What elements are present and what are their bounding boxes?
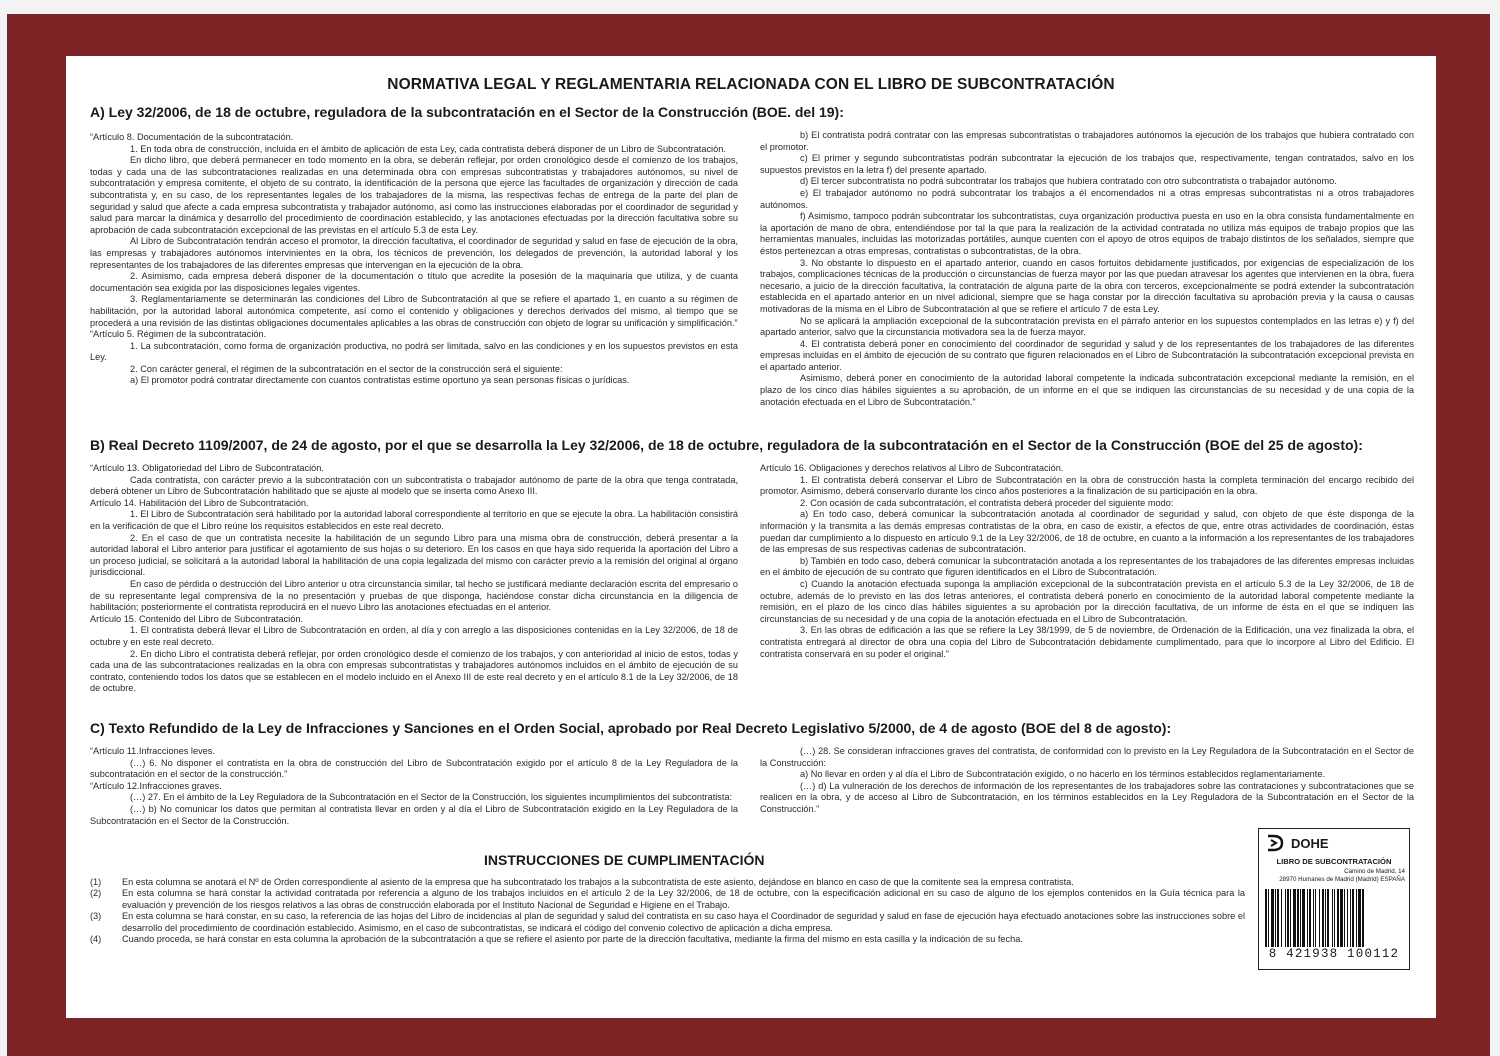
barcode-bar [1319,889,1320,947]
instruction-text: Cuando proceda, se hará constar en esta columna la aprobación de la subcontratación a que se refiere el asiento por parte de la dirección facultativa, mediante la firma del mismo en esta casilla y la indicación de su fecha. [122,934,1023,945]
paragraph: “Artículo 5. Régimen de la subcontratación. [90,329,267,340]
section-a-right-column [760,130,1414,430]
barcode-bar [1325,889,1326,947]
instruction-text: En esta columna se hará constar, en su caso, la referencia de las hojas del Libro de incidencias al plan de seguridad y salud del contratista en su caso haya el Coordinador de seguridad y salud en fase de ejecución haya efectuado anotaciones sobre las instrucciones sobre el desarrollo del procedimiento de coordinación establecido. Asimismo, en el caso de subcontratistas, se indicará el código del convenio colectivo de aplicación a dicha empresa. [122,911,1245,933]
paragraph: (…) 28. Se consideran infracciones graves del contratista, de conformidad con lo previsto en la Ley Reguladora de la Subcontratación en el Sector de la Construcción: [760,746,1414,768]
section-c-right-column [760,746,1414,826]
product-name: LIBRO DE SUBCONTRATACIÓN [1276,857,1392,866]
barcode-bar [1344,889,1345,947]
paragraph: a) El promotor podrá contratar directamente con cuantos contratistas estime oportuno ya sean personas físicas o jurídicas. [130,375,630,386]
paragraph: e) El trabajador autónomo no podrá subcontratar los trabajos a él encomendados ni a otras empresas subcontratistas ni a otros trabajadores autónomos. [760,187,1414,210]
dohe-logo-icon [1265,833,1287,853]
barcode-bar [1350,889,1351,947]
instruction-number: (4) [90,934,102,945]
barcode-bar [1287,889,1289,947]
paragraph: a) En todo caso, deberá comunicar la subcontratación anotada al coordinador de seguridad y salud, con objeto de que éste disponga de la información y la transmita a las demás empresas contratistas de la obra, en caso de existir, a efectos de que, entre otras actividades de coordinación, éstas puedan dar cumplimiento a lo dispuesto en artículo 9.1 de la Ley 32/2006, de 18 de octubre, en cuanto a la información a los representantes de los trabajadores de las empresas de sus respectivas cadenas de subcontratación. [760,509,1414,555]
barcode-bar [1334,889,1335,947]
barcode-bar [1327,889,1329,947]
paragraph: (…) b) No comunicar los datos que permitan al contratista llevar en orden y al día el Libro de Subcontratación exigido en la Ley Reguladora de la Subcontratación en el Sector de la Construcción. [90,803,738,826]
barcode-bar [1265,889,1267,947]
paragraph: 1. El contratista deberá llevar el Libro de Subcontratación en orden, al día y con arreglo a las disposiciones contenidas en la Ley 32/2006, de 18 de octubre y en este real decreto. [90,625,738,647]
barcode-bar [1293,889,1296,947]
barcode [1263,889,1405,947]
paragraph: 2. En dicho Libro el contratista deberá reflejar, por orden cronológico desde el comienzo de los trabajos, y con anterioridad al inicio de estos, todas y cada una de las subcontrataciones realizadas en la obra con empresas subcontratistas y trabajadores autónomos incluidos en el ámbito de ejecución de su contrato, conteniendo todos los datos que se establecen en el modelo incluido en el Anexo III de este real decreto y en el artículo 8.1 de la Ley 32/2006, de 18 de octubre. [90,648,738,694]
barcode-bar [1277,889,1279,947]
instruction-number: (3) [90,911,102,922]
barcode-bar [1340,889,1343,947]
barcode-bar [1297,889,1299,947]
paragraph: 1. El contratista deberá conservar el Libro de Subcontratación en la obra de construcción hasta la completa terminación del encargo recibido del promotor. Asimismo, deberá conservarlo durante los cinco años posteriores a la finalización de su participación en la obra. [760,474,1414,497]
address-line: Camino de Madrid, 14 [1344,868,1405,875]
paragraph: Artículo 16. Obligaciones y derechos relativos al Libro de Subcontratación. [760,463,1064,473]
barcode-bar [1285,889,1286,947]
paragraph: 3. En las obras de edificación a las que se refiere la Ley 38/1999, de 5 de noviembre, de Ordenación de la Edificación, una vez finalizada la obra, el contratista entregará al director de obra una copia del Libro de Subcontratación debidamente cumplimentado, para que lo incorpore al Libro del Edificio. El contratista conservará en su poder el original.” [760,625,1414,659]
barcode-bar [1322,889,1324,947]
section-b-heading: B) Real Decreto 1109/2007, de 24 de agosto, por el que se desarrolla la Ley 32/2006, de 18 de octubre, reguladora de la subcontratación en el Sector de la Construcción (BOE del 25 de agosto): [90,437,1363,453]
paragraph: c) Cuando la anotación efectuada suponga la ampliación excepcional de la subcontratación prevista en el artículo 5.3 de la Ley 32/2006, de 18 de octubre, además de lo previsto en las dos letras anteriores, el contratista deberá ponerlo en conocimiento de la autoridad laboral competente mediante la remisión, en el plazo de los cinco días hábiles siguientes a su aprobación por la dirección facultativa, de un informe de ésta en el que se indiquen las circunstancias de su necesidad y de una copia de la anotación efectuada en el Libro de Subcontratación. [760,578,1414,624]
barcode-bar [1362,889,1364,947]
paragraph: Artículo 15. Contenido del Libro de Subcontratación. [90,613,303,624]
barcode-bar [1275,889,1276,947]
barcode-bar [1352,889,1354,947]
barcode-bar [1302,889,1305,947]
instruction-number: (1) [90,877,102,887]
barcode-bar [1309,889,1311,947]
barcode-bar [1268,889,1269,947]
paragraph: (…) 6. No disponer el contratista en la obra de construcción del Libro de Subcontratación exigido por el artículo 8 de la Ley Reguladora de la subcontratación en el sector de la construcción.” [90,757,738,780]
paragraph: 2. Con carácter general, el régimen de la subcontratación en el sector de la construcción será el siguiente: [130,363,563,374]
instruction-item [90,934,1245,945]
section-b-left-column [90,463,738,713]
paragraph: (…) d) La vulneración de los derechos de información de los representantes de los trabajadores sobre las contrataciones y subcontrataciones que se realicen en la obra, y de acceso al Libro de Subcontratación, en los términos establecidos en la Ley Reguladora de la Subcontratación en el Sector de la Construcción.” [760,780,1414,814]
barcode-bar [1315,889,1316,947]
paragraph: 1. La subcontratación, como forma de organización productiva, no podrá ser limitada, salvo en las condiciones y en los supuestos previstos en esta Ley. [90,340,738,363]
paragraph: 2. En el caso de que un contratista necesite la habilitación de un segundo Libro para una misma obra de construcción, deberá presentar a la autoridad laboral el Libro anterior para justificar el agotamiento de sus hojas o su deterioro. En los casos en que haya sido requerida la aportación del Libro a un proceso judicial, se solicitará a la autoridad laboral la habilitación de una copia legalizada del mismo con carácter previo a la remisión del original al órgano jurisdiccional. [90,532,738,578]
barcode-bar [1300,889,1301,947]
paragraph: 2. Asimismo, cada empresa deberá disponer de la documentación o título que acredite la posesión de la maquinaria que utiliza, y de cuanta documentación sea exigida por las disposiciones legales vigentes. [90,271,738,293]
address-line: 28970 Humanes de Madrid (Madrid) ESPAÑA [1279,875,1405,883]
paragraph: 3. No obstante lo dispuesto en el apartado anterior, cuando en casos fortuitos debidamente justificados, por exigencias de especialización de los trabajos, complicaciones técnicas de la producción o circunstancias de fuerza mayor por las que puedan atravesar los agentes que intervienen en la obra, fuera necesario, a juicio de la dirección facultativa, la contratación de alguna parte de la obra con terceros, excepcionalmente se podrá extender la subcontratación establecida en el apartado anterior en un nivel adicional, siempre que se haga constar por la dirección facultativa su aprobación previa y la causa o causas motivadoras de la misma en el Libro de Subcontratación al que se refiere el artículo 7 de esta Ley. [760,257,1414,314]
instruction-number: (2) [90,888,102,899]
paragraph: “Artículo 11.Infracciones leves. [90,746,215,756]
instruction-item [90,911,1245,934]
barcode-bar [1307,889,1308,947]
barcode-bar [1347,889,1348,947]
publisher-badge [1258,828,1410,970]
paragraph: Asimismo, deberá poner en conocimiento de la autoridad laboral competente la indicada subcontratación excepcional mediante la remisión, en el plazo de los cinco días hábiles siguientes a su aprobación, de un informe en el que se indiquen las circunstancias de su necesidad y de una copia de la anotación efectuada en el Libro de Subcontratación.” [760,373,1414,407]
paragraph: No se aplicará la ampliación excepcional de la subcontratación prevista en el párrafo anterior en los supuestos contemplados en las letras e) y f) del apartado anterior, salvo que la circunstancia motivadora sea la de fuerza mayor. [760,315,1414,338]
paragraph: d) El tercer subcontratista no podrá subcontratar los trabajos que hubiera contratado con otro subcontratista o trabajador autónomo. [800,176,1337,187]
barcode-bar [1290,889,1291,947]
barcode-bar [1271,889,1274,947]
barcode-bar [1332,889,1333,947]
section-c-left-column [90,746,738,850]
publisher-logo [1259,829,1409,853]
instruction-item [90,888,1245,911]
paragraph: En dicho libro, que deberá permanecer en todo momento en la obra, se deberán reflejar, por orden cronológico desde el comienzo de los trabajos, todas y cada una de las subcontrataciones realizadas en una determinada obra con empresas subcontratistas y trabajadores autónomos, su nivel de subcontratación y empresa comitente, el objeto de su contrato, la identificación de la persona que ejerce las facultades de organización y dirección de cada subcontratista y, en su caso, de los representantes legales de los trabajadores de la misma, las respectivas fechas de entrega de la parte del plan de seguridad y salud que afecte a cada empresa subcontratista y trabajador autónomo, así como las instrucciones elaboradas por el coordinador de seguridad y salud para marcar la dinámica y desarrollo del procedimiento de coordinación establecido, y las anotaciones efectuadas por la dirección facultativa sobre su aprobación de cada subcontratación excepcional de las previstas en el artículo 5.3 de esta Ley. [90,155,738,235]
page-title: NORMATIVA LEGAL Y REGLAMENTARIA RELACIONADA CON EL LIBRO DE SUBCONTRATACIÓN [387,76,1115,93]
section-c-heading: C) Texto Refundido de la Ley de Infracciones y Sanciones en el Orden Social, aprobado por Real Decreto Legislativo 5/2000, de 4 de agosto (BOE del 8 de agosto): [90,720,1172,736]
paragraph: f) Asimismo, tampoco podrán subcontratar los subcontratistas, cuya organización productiva puesta en uso en la obra consista fundamentalmente en la aportación de mano de obra, entendiéndose por tal la que para la realización de la actividad contratada no utiliza más equipos de trabajo propios que las herramientas manuales, incluidas las motorizadas portátiles, aunque cuenten con el apoyo de otros equipos de trabajo distintos de los señalados, siempre que éstos pertenezcan a otras empresas, contratistas o subcontratistas, de la obra. [760,211,1414,256]
document-sheet [66,56,1436,1018]
instruction-item [90,877,1245,888]
brand-name: DOHE [1291,835,1329,851]
instruction-text: En esta columna se hará constar la actividad contratada por referencia a alguno de los trabajos incluidos en el artículo 2 de la Ley 32/2006, de 18 de octubre, con la especificación adicional en su caso de alguno de los ejemplos contenidos en la Guía técnica para la evaluación y prevención de los riesgos relativos a las obras de construcción elaborada por el Instituto Nacional de Seguridad e Higiene en el Trabajo. [122,888,1245,910]
paragraph: Al Libro de Subcontratación tendrán acceso el promotor, la dirección facultativa, el coordinador de seguridad y salud en fase de ejecución de la obra, las empresas y trabajadores autónomos intervinientes en la obra, los técnicos de prevención, los delegados de prevención, la autoridad laboral y los representantes de los trabajadores de las diferentes empresas que intervengan en la ejecución de la obra. [90,236,738,270]
instructions-list [90,877,1245,945]
paragraph: b) También en todo caso, deberá comunicar la subcontratación anotada a los representantes de los trabajadores de las diferentes empresas incluidas en el ámbito de ejecución de su contrato que figuren identificados en el Libro de Subcontratación. [760,555,1414,578]
paragraph: c) El primer y segundo subcontratistas podrán subcontratar la ejecución de los trabajos que, respectivamente, tengan contratados, salvo en los supuestos previstos en la letra f) del presente apartado. [760,153,1414,175]
paragraph: b) El contratista podrá contratar con las empresas subcontratistas o trabajadores autónomos la ejecución de los trabajos que hubiera contratado con el promotor. [760,130,1414,152]
instruction-text: En esta columna se anotará el Nº de Orden correspondiente al asiento de la empresa que ha subcontratado los trabajos a la subcontratista de este asiento, dejándose en blanco en caso de que la comitente sea la empresa contratista. [122,877,1074,887]
publisher-address [1259,868,1409,883]
paragraph: (…) 27. En el ámbito de la Ley Reguladora de la Subcontratación en el Sector de la Construcción, los siguientes incumplimientos del subcontratista: [130,792,733,803]
section-a-left-column [90,132,738,428]
paragraph: 3. Reglamentariamente se determinarán las condiciones del Libro de Subcontratación al que se refiere el apartado 1, en cuanto a su régimen de habilitación, por la autoridad laboral autonómica competente, así como el contenido y obligaciones y derechos derivados del mismo, al tiempo que se procederá a una revisión de las distintas obligaciones documentales aplicables a las obras de construcción con objeto de lograr su unificación y simplificación.” [90,294,738,328]
paragraph: Cada contratista, con carácter previo a la subcontratación con un subcontratista o trabajador autónomo de parte de la obra que tenga contratada, deberá obtener un Libro de Subcontratación habilitado que se ajuste al modelo que se inserta como Anexo III. [90,474,738,497]
paragraph: “Artículo 13. Obligatoriedad del Libro de Subcontratación. [90,463,324,473]
paragraph: En caso de pérdida o destrucción del Libro anterior u otra circunstancia similar, tal hecho se justificará mediante declaración escrita del empresario o de su representante legal comprensiva de la no presentación y pruebas de que disponga, haciéndose constar dicha circunstancia en la diligencia de habilitación; posteriormente el contratista reproducirá en el nuevo Libro las anotaciones efectuadas en el anterior. [90,578,738,613]
section-b-right-column [760,463,1414,691]
paragraph: “Artículo 8. Documentación de la subcontratación. [90,132,294,142]
paragraph: a) No llevar en orden y al día el Libro de Subcontratación exigido, o no hacerlo en los términos establecidos reglamentariamente. [800,769,1326,780]
paragraph: 2. Con ocasión de cada subcontratación, el contratista deberá proceder del siguiente modo: [800,497,1174,508]
barcode-number: 8 421938 100112 [1268,947,1400,961]
barcode-bar [1281,889,1282,947]
paragraph: 4. El contratista deberá poner en conocimiento del coordinador de seguridad y salud y de los representantes de los trabajadores de las diferentes empresas incluidas en el ámbito de ejecución de su contrato que figuren relacionados en el Libro de Subcontratación la subcontratación excepcional prevista en el apartado anterior. [760,338,1414,372]
instructions-title: INSTRUCCIONES DE CUMPLIMENTACIÓN [484,852,765,868]
paragraph: “Artículo 12.Infracciones graves. [90,780,222,791]
barcode-bar [1358,889,1361,947]
paragraph: Artículo 14. Habilitación del Libro de Subcontratación. [90,497,309,508]
paragraph: 1. El Libro de Subcontratación será habilitado por la autoridad laboral correspondiente al territorio en que se ejecute la obra. La habilitación consistirá en la verificación de que el Libro reúne los requisitos establecidos en este real decreto. [90,509,738,531]
paragraph: 1. En toda obra de construcción, incluida en el ámbito de aplicación de esta Ley, cada contratista deberá disponer de un Libro de Subcontratación. [130,143,726,154]
section-a-heading: A) Ley 32/2006, de 18 de octubre, reguladora de la subcontratación en el Sector de la Construcción (BOE. del 19): [90,104,844,120]
barcode-bar [1356,889,1357,947]
barcode-bar [1337,889,1339,947]
barcode-bar [1313,889,1314,947]
